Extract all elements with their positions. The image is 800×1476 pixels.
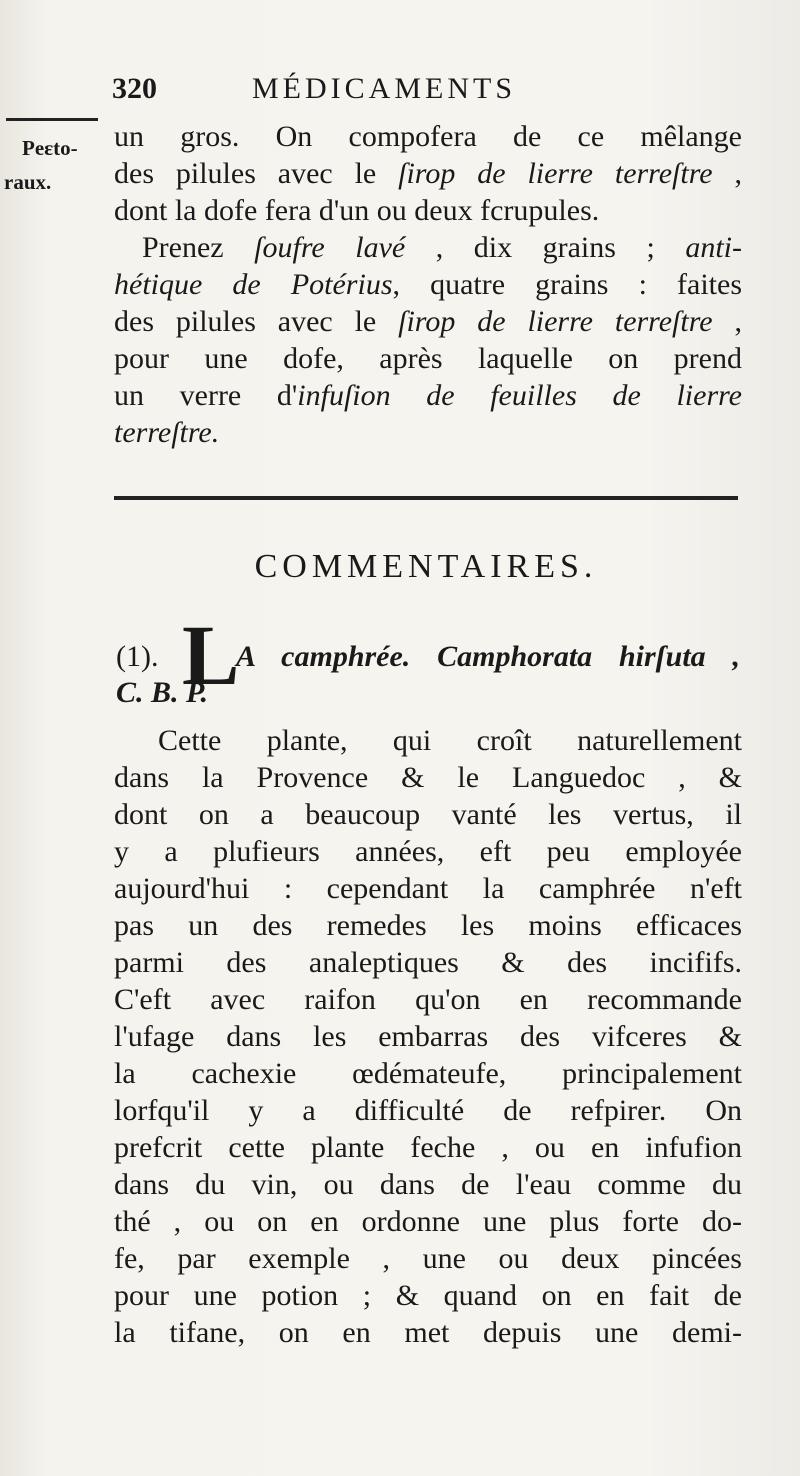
text-run: un verre d' xyxy=(114,379,298,412)
text-line: prefcrit cette plante feche , ou en infufion xyxy=(114,1131,742,1164)
italic-run: anti- xyxy=(685,231,742,264)
text-line: aujourd'hui : cependant la camphrée n'eft xyxy=(114,872,742,905)
margin-rule xyxy=(6,118,98,121)
section-title: COMMENTAIRES. xyxy=(254,548,598,585)
running-head: MÉDICAMENTS xyxy=(252,72,517,105)
italic-run: infuſion de feuilles de lierre xyxy=(297,379,742,412)
italic-run: ſirop de lierre terreſtre xyxy=(398,305,713,338)
note-entry-title: A camphrée. Camphorata hirſuta , xyxy=(236,640,740,673)
top-paragraph xyxy=(114,118,742,451)
italic-run: hétique de Potérius xyxy=(114,268,393,301)
text-line: l'ufage dans les embarras des vifceres & xyxy=(114,1020,742,1053)
text-line xyxy=(114,266,742,303)
page-number: 320 xyxy=(112,72,157,105)
text-line: dont on a beaucoup vanté les vertus, il xyxy=(114,798,742,831)
note-entry-source: C. B. P. xyxy=(116,676,208,709)
body-paragraph xyxy=(114,722,742,1351)
text-line: parmi des analeptiques & des incififs. xyxy=(114,946,742,979)
text-run: , dix grains ; xyxy=(405,231,686,264)
text-run: , xyxy=(712,305,742,338)
text-run: , quatre grains : faites xyxy=(392,268,742,301)
text-line xyxy=(114,340,742,377)
text-line: lorfqu'il y a difficulté de refpirer. On xyxy=(114,1094,742,1127)
text-line: pas un des remedes les moins efficaces xyxy=(114,909,742,942)
text-run: dont la dofe fera d'un ou deux fcrupules. xyxy=(114,194,600,227)
note-number: (1). xyxy=(116,640,159,673)
text-line: pour une potion ; & quand on en fait de xyxy=(114,1279,742,1312)
text-line xyxy=(114,155,742,192)
text-line: dans du vin, ou dans de l'eau comme du xyxy=(114,1168,742,1201)
text-line xyxy=(114,303,742,340)
text-line xyxy=(114,414,742,451)
text-line: Cette plante, qui croît naturellement xyxy=(158,724,742,757)
text-run: des pilules avec le xyxy=(114,157,399,190)
text-line: C'eft avec raifon qu'on en recommande xyxy=(114,983,742,1016)
text-line xyxy=(114,377,742,414)
text-line: dans la Provence & le Languedoc , & xyxy=(114,761,742,794)
italic-run: terreſtre. xyxy=(114,416,220,449)
margin-note-line: Peɛto- xyxy=(22,136,78,160)
drop-cap: L xyxy=(182,607,240,703)
text-run: , xyxy=(712,157,742,190)
italic-run: ſoufre lavé xyxy=(254,231,406,264)
text-run: pour une dofe, après laquelle on prend xyxy=(114,342,742,375)
text-line xyxy=(114,192,742,229)
text-line xyxy=(114,118,742,155)
margin-note-line: raux. xyxy=(4,170,52,194)
italic-run: ſirop de lierre terreſtre xyxy=(398,157,713,190)
text-line: y a plufieurs années, eft peu employée xyxy=(114,835,742,868)
text-line xyxy=(114,229,742,266)
section-divider xyxy=(114,496,738,500)
text-run: des pilules avec le xyxy=(114,305,399,338)
text-line: fe, par exemple , une ou deux pincées xyxy=(114,1242,742,1275)
text-line: thé , ou on en ordonne une plus forte do- xyxy=(114,1205,742,1238)
page-header xyxy=(112,72,752,112)
text-run: Prenez xyxy=(142,231,255,264)
text-run: un gros. On compofera de ce mêlange xyxy=(114,120,742,153)
text-line: la cachexie œdémateufe, principalement xyxy=(114,1057,742,1090)
text-line: la tifane, on en met depuis une demi- xyxy=(114,1316,742,1349)
